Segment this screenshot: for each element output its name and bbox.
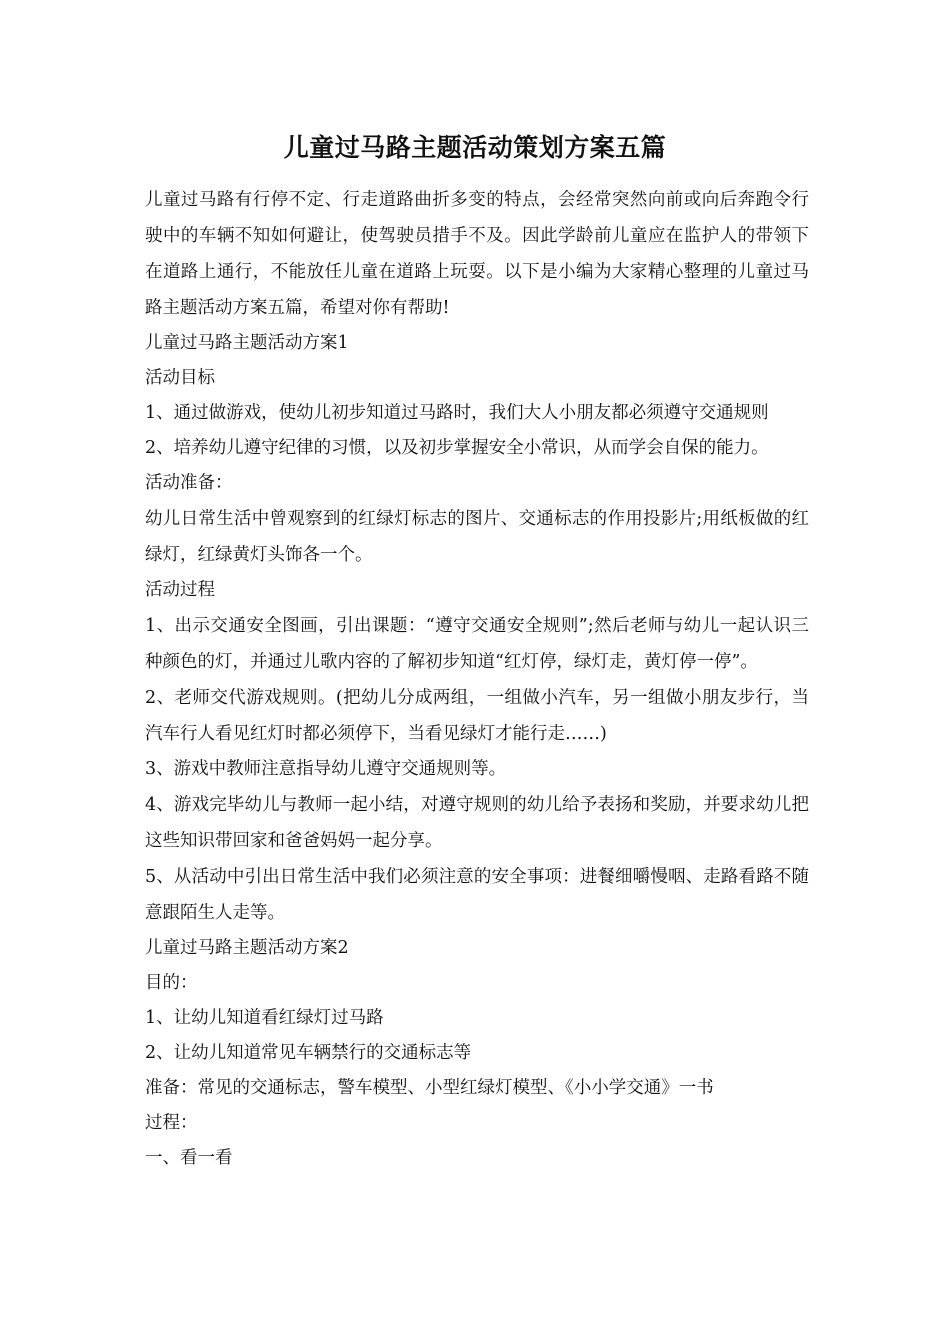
section-heading-plan-2: 儿童过马路主题活动方案2: [145, 938, 349, 958]
process-item-5: 5、从活动中引出日常生活中我们必须注意的安全事项：进餐细嚼慢咽、走路看路不随意跟陌生人走等。: [145, 867, 809, 923]
subheading-activity-process: 活动过程: [145, 580, 215, 600]
subheading-activity-preparation: 活动准备：: [145, 473, 233, 493]
goal-item-1: 1、通过做游戏，使幼儿初步知道过马路时，我们大人小朋友都必须遵守交通规则: [145, 403, 769, 423]
preparation-paragraph: 幼儿日常生活中曾观察到的红绿灯标志的图片、交通标志的作用投影片;用纸板做的红绿灯，红绿黄灯头饰各一个。: [145, 509, 809, 565]
purpose-item-2: 2、让幼儿知道常见车辆禁行的交通标志等: [145, 1043, 472, 1063]
process-step-look: 一、看一看: [145, 1148, 233, 1168]
subheading-activity-goals: 活动目标: [145, 368, 215, 388]
subheading-process: 过程：: [145, 1113, 198, 1133]
document-title: 儿童过马路主题活动策划方案五篇: [283, 133, 667, 162]
intro-paragraph: 儿童过马路有行停不定、行走道路曲折多变的特点，会经常突然向前或向后奔跑令行驶中的车辆不知如何避让，使驾驶员措手不及。因此学龄前儿童应在监护人的带领下在道路上通行，不能放任儿童在道路上玩耍。以下是小编为大家精心整理的儿童过马路主题活动方案五篇，希望对你有帮助!: [145, 190, 809, 318]
section-heading-plan-1: 儿童过马路主题活动方案1: [145, 333, 349, 353]
goal-item-2: 2、培养幼儿遵守纪律的习惯，以及初步掌握安全小常识，从而学会自保的能力。: [145, 438, 769, 458]
document-body: [145, 182, 809, 1176]
subheading-purpose: 目的：: [145, 973, 198, 993]
process-item-1: 1、出示交通安全图画，引出课题：“遵守交通安全规则”;然后老师与幼儿一起认识三种颜色的灯，并通过儿歌内容的了解初步知道“红灯停，绿灯走，黄灯停一停”。: [145, 616, 809, 672]
process-item-4: 4、游戏完毕幼儿与教师一起小结，对遵守规则的幼儿给予表扬和奖励，并要求幼儿把这些知识带回家和爸爸妈妈一起分享。: [145, 795, 809, 851]
process-item-2: 2、老师交代游戏规则。(把幼儿分成两组，一组做小汽车，另一组做小朋友步行，当汽车行人看见红灯时都必须停下，当看见绿灯才能行走……): [145, 688, 809, 744]
preparation-line: 准备：常见的交通标志，警车模型、小型红绿灯模型、《小小学交通》一书: [145, 1078, 714, 1098]
process-item-3: 3、游戏中教师注意指导幼儿遵守交通规则等。: [145, 759, 507, 779]
purpose-item-1: 1、让幼儿知道看红绿灯过马路: [145, 1008, 384, 1028]
